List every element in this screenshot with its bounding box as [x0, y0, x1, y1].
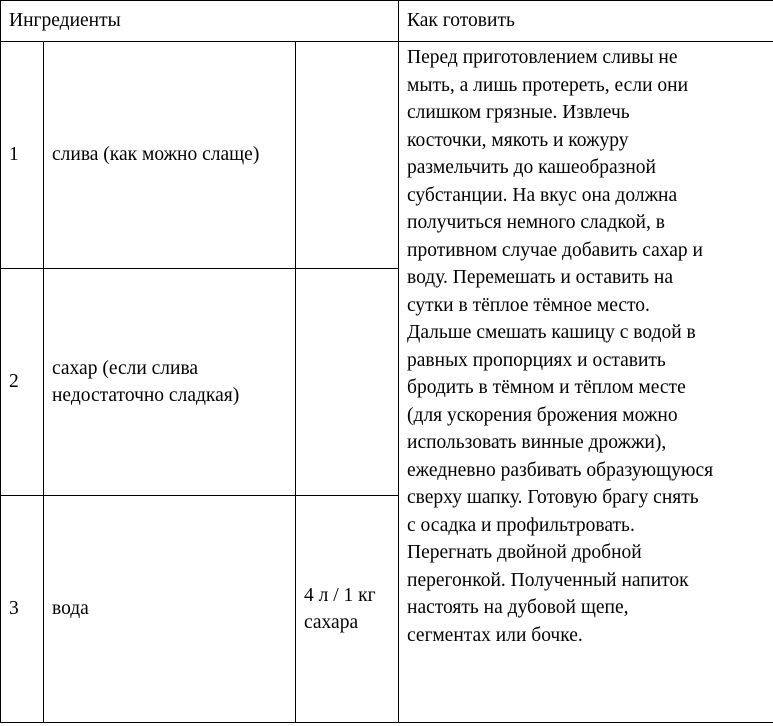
- instructions-line: равных пропорциях и оставить: [407, 349, 666, 371]
- instructions-line: Перед приготовлением сливы не: [407, 47, 678, 68]
- instructions-line: бродить в тёмном и тёплом месте: [407, 377, 686, 398]
- header-ingredients: Ингредиенты: [1, 1, 399, 42]
- instructions-cell: [399, 42, 773, 723]
- instructions-line: мыть, а лишь протереть, если они: [407, 74, 689, 96]
- header-row: [1, 1, 773, 42]
- header-how-to-cook: Как готовить: [399, 1, 773, 42]
- row-number: 1: [1, 42, 44, 269]
- instructions-line: сегментах или бочке.: [407, 624, 583, 646]
- ingredient-name: вода: [44, 496, 296, 723]
- ingredient-amount: 4 л / 1 кг сахара: [296, 496, 399, 723]
- ingredient-name: сахар (если слива недостаточно сладкая): [44, 269, 296, 496]
- ingredient-amount: [296, 42, 399, 269]
- instructions-line: субстанции. На вкус она должна: [407, 184, 678, 206]
- ingredient-amount: [296, 269, 399, 496]
- instructions-line: получиться немного сладкой, в: [407, 212, 665, 233]
- instructions-line: настоять на дубовой щепе,: [407, 597, 629, 618]
- instructions-line: с осадка и профильтровать.: [407, 514, 635, 536]
- ingredient-name: слива (как можно слаще): [44, 42, 296, 269]
- row-number: 3: [1, 496, 44, 723]
- instructions-line: сутки в тёплое тёмное место.: [407, 294, 650, 316]
- instructions-line: Дальше смешать кашицу с водой в: [407, 322, 696, 343]
- instructions-line: слишком грязные. Извлечь: [407, 102, 630, 123]
- instructions-line: размельчить до кашеобразной: [407, 157, 656, 178]
- instructions-line: косточки, мякоть и кожуру: [407, 129, 629, 151]
- instructions-line: перегонкой. Полученный напиток: [407, 569, 689, 591]
- instructions-line: (для ускорения брожения можно: [407, 404, 678, 426]
- instructions-line: противном случае добавить сахар и: [407, 239, 703, 261]
- instructions-line: Перегнать двойной дробной: [407, 542, 642, 563]
- instructions-line: воду. Перемешать и оставить на: [407, 267, 673, 288]
- instructions-line: ежедневно разбивать образующуюся: [407, 459, 714, 481]
- instructions-line: использовать винные дрожжи),: [407, 432, 667, 453]
- table-row: [1, 42, 773, 269]
- instructions-line: сверху шапку. Готовую брагу снять: [407, 487, 699, 508]
- row-number: 2: [1, 269, 44, 496]
